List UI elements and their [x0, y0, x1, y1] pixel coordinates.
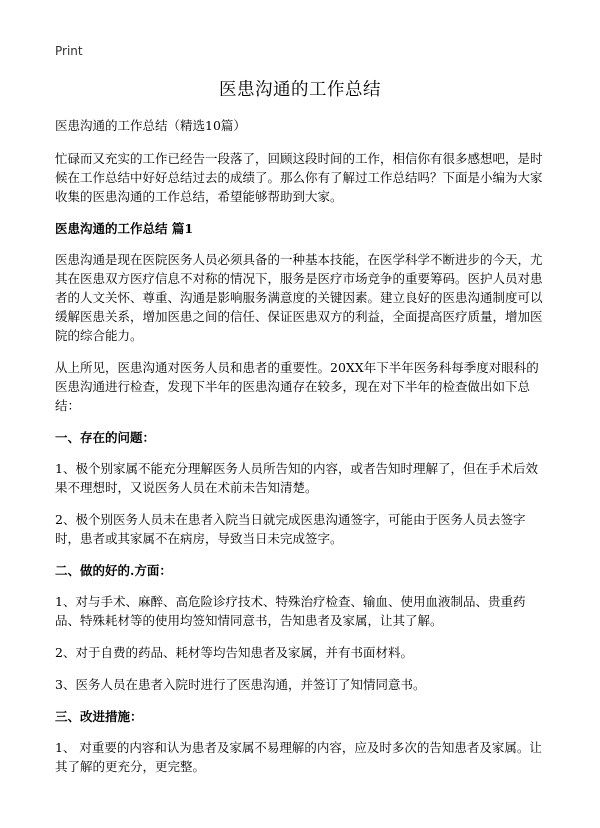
good-item-3: 3、医务人员在患者入院时进行了医患沟通，并签订了知情同意书。	[55, 677, 426, 692]
paragraph-2: 从上所见，医患沟通对医务人员和患者的重要性。20XX年下半年医务科每季度对眼科的医患沟通进行检查，发现下半年的医患沟通存在较多，现在对下半年的检查做出如下总结：	[55, 360, 539, 413]
heading-good-aspects: 二、做的好的.方面：	[55, 563, 172, 578]
paragraph-1: 医患沟通是现在医院医务人员必须具备的一种基本技能，在医学科学不断进步的今天，尤其在医患双方医疗信息不对称的情况下，服务是医疗市场竞争的重要筹码。医护人员对患者的人文关怀、尊重、沟通是影响服务满意度的关键因素。建立良好的医患沟通制度可以缓解医患关系，增加医患之间的信任、保证医患双方的利益，全面提高医疗质量，增加医院的综合能力。	[55, 252, 543, 343]
good-item-2: 2、对于自费的药品、耗材等均告知患者及家属，并有书面材料。	[55, 645, 413, 660]
heading-problems: 一、存在的问题：	[55, 430, 156, 445]
heading-improvements: 三、改进措施：	[55, 709, 143, 724]
intro-paragraph: 忙碌而又充实的工作已经告一段落了，回顾这段时间的工作，相信你有很多感想吧，是时候在工作总结中好好总结过去的成绩了。那么你有了解过工作总结吗？下面是小编为大家收集的医患沟通的工作总结，希望能够帮助到大家。	[55, 151, 543, 204]
section-title: 医患沟通的工作总结 篇1	[55, 221, 194, 236]
page-title: 医患沟通的工作总结	[219, 80, 381, 100]
print-link[interactable]: Print	[55, 44, 83, 58]
subtitle: 医患沟通的工作总结（精选10篇）	[55, 118, 246, 133]
problem-item-2: 2、极个别医务人员未在患者入院当日就完成医患沟通签字，可能由于医务人员去签字时，患者或其家属不在病房，导致当日未完成签字。	[55, 512, 526, 546]
improve-item-1: 1、 对重要的内容和认为患者及家属不易理解的内容，应及时多次的告知患者及家属。让其了解的更充分，更完整。	[55, 740, 542, 774]
good-item-1: 1、对与手术、麻醉、高危险诊疗技术、特殊治疗检查、输血、使用血液制品、贵重药品、特殊耗材等的使用均签知情同意书，告知患者及家属，让其了解。	[55, 594, 526, 628]
problem-item-1: 1、极个别家属不能充分理解医务人员所告知的内容，或者告知时理解了，但在手术后效果不理想时，又说医务人员在术前未告知清楚。	[55, 461, 538, 495]
